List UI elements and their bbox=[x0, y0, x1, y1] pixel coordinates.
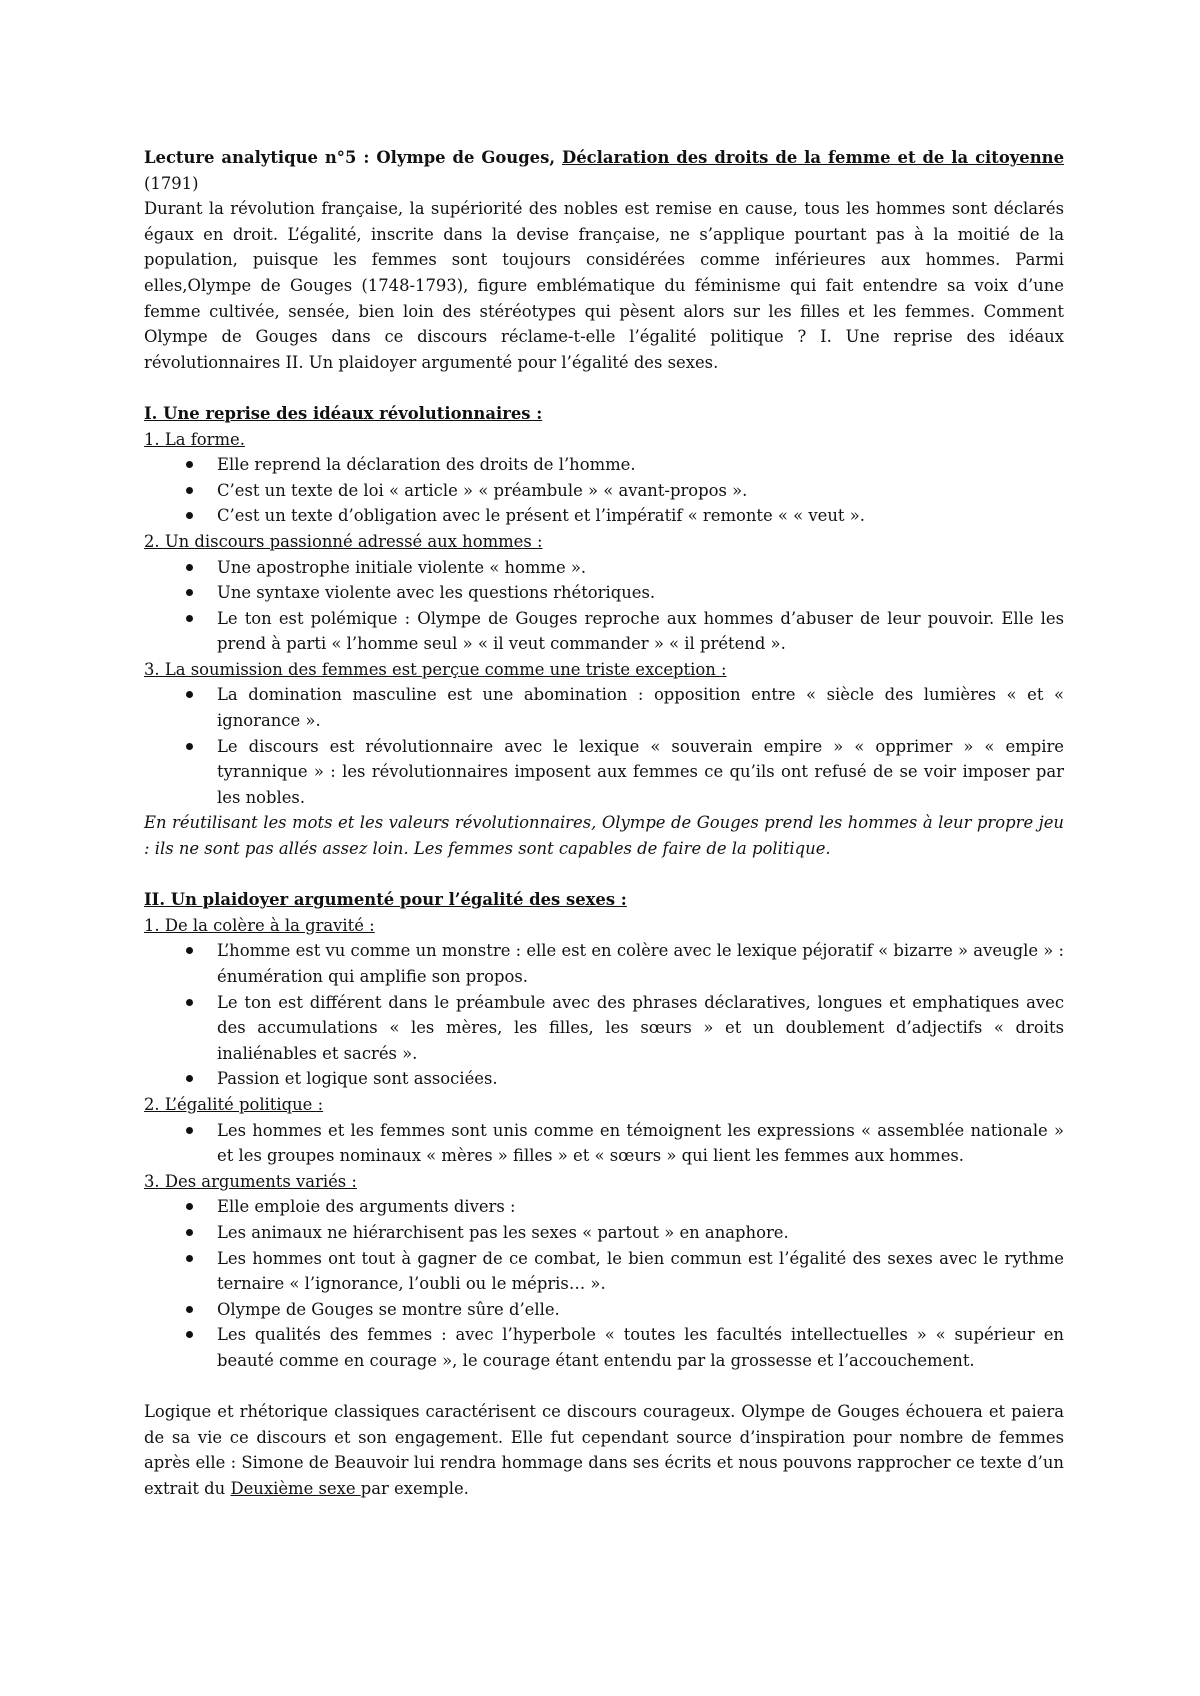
title-year: (1791) bbox=[144, 173, 199, 193]
part-1-section-1-title: 1. La forme. bbox=[144, 429, 245, 449]
list-item: Elle reprend la déclaration des droits de l’homme. bbox=[217, 455, 636, 475]
list-item: Olympe de Gouges se montre sûre d’elle. bbox=[217, 1299, 560, 1319]
part-2-section-3-list bbox=[144, 1194, 1064, 1373]
part-1-section-2-title: 2. Un discours passionné adressé aux hommes : bbox=[144, 531, 543, 551]
list-item: Le ton est différent dans le préambule avec des phrases déclaratives, longues et emphatiques avec des accumulations « les mères, les filles, les sœurs » et un doublement d’adjectifs « droits inaliénables et sacrés ». bbox=[217, 992, 1064, 1063]
list-item: Passion et logique sont associées. bbox=[217, 1069, 498, 1089]
list-item: C’est un texte d’obligation avec le présent et l’impératif « remonte « « veut ». bbox=[217, 506, 865, 526]
introduction-paragraph: Durant la révolution française, la supériorité des nobles est remise en cause, tous les hommes sont déclarés égaux en droit. L’égalité, inscrite dans la devise française, ne s’applique pourtant pas à la moitié de la population, puisque les femmes sont toujours considérées comme inférieures aux hommes. Parmi elles,Olympe de Gouges (1748-1793), figure emblématique du féminisme qui fait entendre sa voix d’une femme cultivée, sensée, bien loin des stéréotypes qui pèsent alors sur les filles et les femmes. Comment Olympe de Gouges dans ce discours réclame-t-elle l’égalité politique ? I. Une reprise des idéaux révolutionnaires II. Un plaidoyer argumenté pour l’égalité des sexes. bbox=[144, 199, 1064, 372]
part-2-section-3-title: 3. Des arguments variés : bbox=[144, 1171, 357, 1191]
part-1-section-2-list bbox=[144, 555, 1064, 657]
part-2-section-1-title: 1. De la colère à la gravité : bbox=[144, 915, 375, 935]
part-1-section-1-list bbox=[144, 452, 1064, 529]
list-item: Le discours est révolutionnaire avec le lexique « souverain empire » « opprimer » « empire tyrannique » : les révolutionnaires imposent aux femmes ce qu’ils ont refusé de se voir imposer par les nobles. bbox=[217, 736, 1064, 807]
book-title: Deuxième sexe bbox=[230, 1478, 361, 1498]
list-item: Les animaux ne hiérarchisent pas les sexes « partout » en anaphore. bbox=[217, 1222, 789, 1242]
document-page bbox=[144, 145, 1064, 1501]
list-item: Une syntaxe violente avec les questions rhétoriques. bbox=[217, 583, 656, 603]
part-1-heading: I. Une reprise des idéaux révolutionnaires : bbox=[144, 403, 543, 423]
list-item: C’est un texte de loi « article » « préambule » « avant-propos ». bbox=[217, 480, 748, 500]
list-item: Le ton est polémique : Olympe de Gouges reproche aux hommes d’abuser de leur pouvoir. Elle les prend à parti « l’homme seul » « il veut commander » « il prétend ». bbox=[217, 608, 1064, 654]
list-item: Les hommes et les femmes sont unis comme en témoignent les expressions « assemblée nationale » et les groupes nominaux « mères » filles » et « sœurs » qui lient les femmes aux hommes. bbox=[217, 1120, 1064, 1166]
part-1-conclusion: En réutilisant les mots et les valeurs révolutionnaires, Olympe de Gouges prend les hommes à leur propre jeu : ils ne sont pas allés assez loin. Les femmes sont capables de faire de la politique. bbox=[144, 813, 1064, 859]
part-1-section-3-list bbox=[144, 682, 1064, 810]
list-item: Les qualités des femmes : avec l’hyperbole « toutes les facultés intellectuelles » « supérieur en beauté comme en courage », le courage étant entendu par la grossesse et l’accouchement. bbox=[217, 1325, 1064, 1370]
part-2-section-2-list bbox=[144, 1118, 1064, 1169]
list-item: Les hommes ont tout à gagner de ce combat, le bien commun est l’égalité des sexes avec le rythme ternaire « l’ignorance, l’oubli ou le mépris… ». bbox=[217, 1248, 1064, 1294]
list-item: L’homme est vu comme un monstre : elle est en colère avec le lexique péjoratif « bizarre » aveugle » : énumération qui amplifie son propos. bbox=[217, 941, 1064, 986]
part-2-heading: II. Un plaidoyer argumenté pour l’égalité des sexes : bbox=[144, 890, 627, 910]
list-item: Une apostrophe initiale violente « homme ». bbox=[217, 557, 587, 577]
list-item: Elle emploie des arguments divers : bbox=[217, 1197, 516, 1217]
title-prefix: Lecture analytique n°5 : Olympe de Gouges, bbox=[144, 148, 562, 167]
final-paragraph: Logique et rhétorique classiques caractérisent ce discours courageux. Olympe de Gouges échouera et paiera de sa vie ce discours et son engagement. Elle fut cependant source d’inspiration pour nombre de femmes après elle : Simone de Beauvoir lui rendra hommage dans ses écrits et nous pouvons rapprocher ce texte d’un extrait du Deuxième sexe par exemple. bbox=[144, 1402, 1064, 1498]
part-1-section-3-title: 3. La soumission des femmes est perçue comme une triste exception : bbox=[144, 659, 727, 679]
document-title bbox=[144, 145, 1064, 196]
list-item: La domination masculine est une abomination : opposition entre « siècle des lumières « et « ignorance ». bbox=[217, 685, 1064, 731]
part-2-section-1-list bbox=[144, 938, 1064, 1092]
title-work: Déclaration des droits de la femme et de la citoyenne bbox=[561, 148, 1064, 167]
part-2-section-2-title: 2. L’égalité politique : bbox=[144, 1094, 324, 1114]
